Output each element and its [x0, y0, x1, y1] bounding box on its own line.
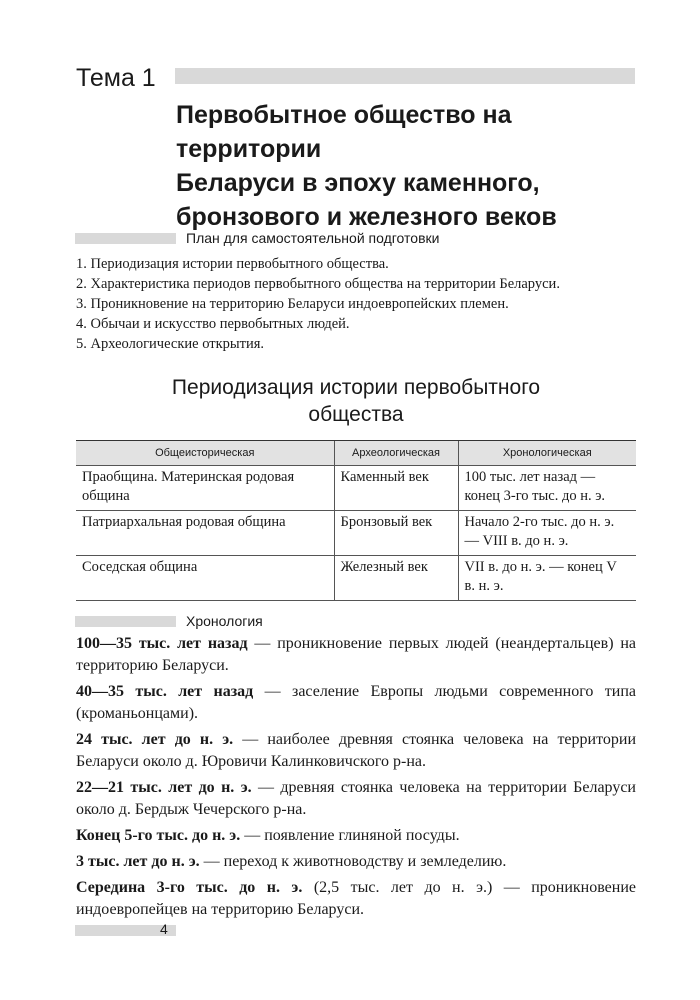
chronology-item	[76, 681, 636, 725]
chronology-date: Середина 3-го тыс. до н. э.	[76, 879, 303, 896]
table-cell: Каменный век	[334, 466, 458, 511]
chronology-date: 22—21 тыс. лет до н. э.	[76, 779, 252, 796]
chronology-item	[76, 851, 636, 873]
table-header-row	[76, 441, 636, 466]
topic-label: Тема 1	[76, 64, 156, 92]
chronology-heading: Хронология	[186, 613, 263, 629]
chronology-item	[76, 877, 636, 921]
plan-section-bar	[75, 233, 176, 244]
title-line: Первобытное общество на территории	[176, 101, 512, 163]
table-cell: Соседская община	[76, 556, 334, 601]
plan-item: 5. Археологические открытия.	[76, 336, 265, 352]
periodization-table	[76, 440, 636, 601]
chronology-date: 3 тыс. лет до н. э.	[76, 853, 200, 870]
chronology-text: — проникновение первых людей (неандертальцев) на территорию Беларуси.	[76, 635, 637, 674]
table-row	[76, 511, 636, 556]
plan-item: 1. Периодизация истории первобытного общества.	[76, 256, 389, 272]
chronology-text: — наиболее древняя стоянка человека на территории Беларуси около д. Юровичи Калинковичского р-на.	[76, 731, 637, 770]
chronology-text: (2,5 тыс. лет до н. э.) — проникновение индоевропейцев на территорию Беларуси.	[76, 879, 637, 918]
table-cell: Праобщина. Материнская родовая община	[76, 466, 334, 511]
table-cell: Начало 2-го тыс. до н. э. — VIII в. до н. э.	[458, 511, 636, 556]
chronology-date: 24 тыс. лет до н. э.	[76, 731, 234, 748]
column-header: Хронологическая	[458, 441, 636, 466]
chronology-date: 100—35 тыс. лет назад	[76, 635, 248, 652]
table-row	[76, 556, 636, 601]
plan-item: 4. Обычаи и искусство первобытных людей.	[76, 316, 350, 332]
chronology-item	[76, 729, 636, 773]
table-cell: Железный век	[334, 556, 458, 601]
chronology-text: — древняя стоянка человека на территории Беларуси около д. Бердыж Чечерского р-на.	[76, 779, 636, 818]
column-header: Общеисторическая	[76, 441, 334, 466]
table-row	[76, 466, 636, 511]
chronology-date: 40—35 тыс. лет назад	[76, 683, 254, 700]
plan-item: 2. Характеристика периодов первобытного общества на территории Беларуси.	[76, 276, 560, 292]
table-cell: Бронзовый век	[334, 511, 458, 556]
plan-item: 3. Проникновение на территорию Беларуси индоевропейских племен.	[76, 296, 509, 312]
plan-heading: План для самостоятельной подготовки	[186, 230, 440, 246]
title-line: Беларуси в эпоху каменного,	[176, 169, 540, 197]
plan-list	[76, 254, 646, 354]
title-line: бронзового и железного веков	[176, 203, 557, 231]
chronology-list	[76, 633, 636, 925]
table-cell: Патриархальная родовая община	[76, 511, 334, 556]
table-cell: VII в. до н. э. — конец V в. н. э.	[458, 556, 636, 601]
chronology-item	[76, 825, 636, 847]
chronology-section-bar	[75, 616, 176, 627]
table-title-line: Периодизация истории первобытного	[171, 376, 541, 399]
page-number: 4	[160, 921, 168, 937]
table-cell: 100 тыс. лет назад — конец 3-го тыс. до н. э.	[458, 466, 636, 511]
page-title	[176, 98, 656, 234]
column-header: Археологическая	[334, 441, 458, 466]
chronology-text: — заселение Европы людьми современного типа (кроманьонцами).	[76, 683, 636, 722]
chronology-item	[76, 777, 636, 821]
chronology-text: — появление глиняной посуды.	[240, 827, 460, 844]
table-title	[76, 374, 636, 428]
chronology-date: Конец 5-го тыс. до н. э.	[76, 827, 241, 844]
chronology-text: — переход к животноводству и земледелию.	[199, 853, 507, 870]
topic-header-bar	[175, 68, 635, 84]
table-title-line: общества	[308, 403, 404, 426]
chronology-item	[76, 633, 636, 677]
